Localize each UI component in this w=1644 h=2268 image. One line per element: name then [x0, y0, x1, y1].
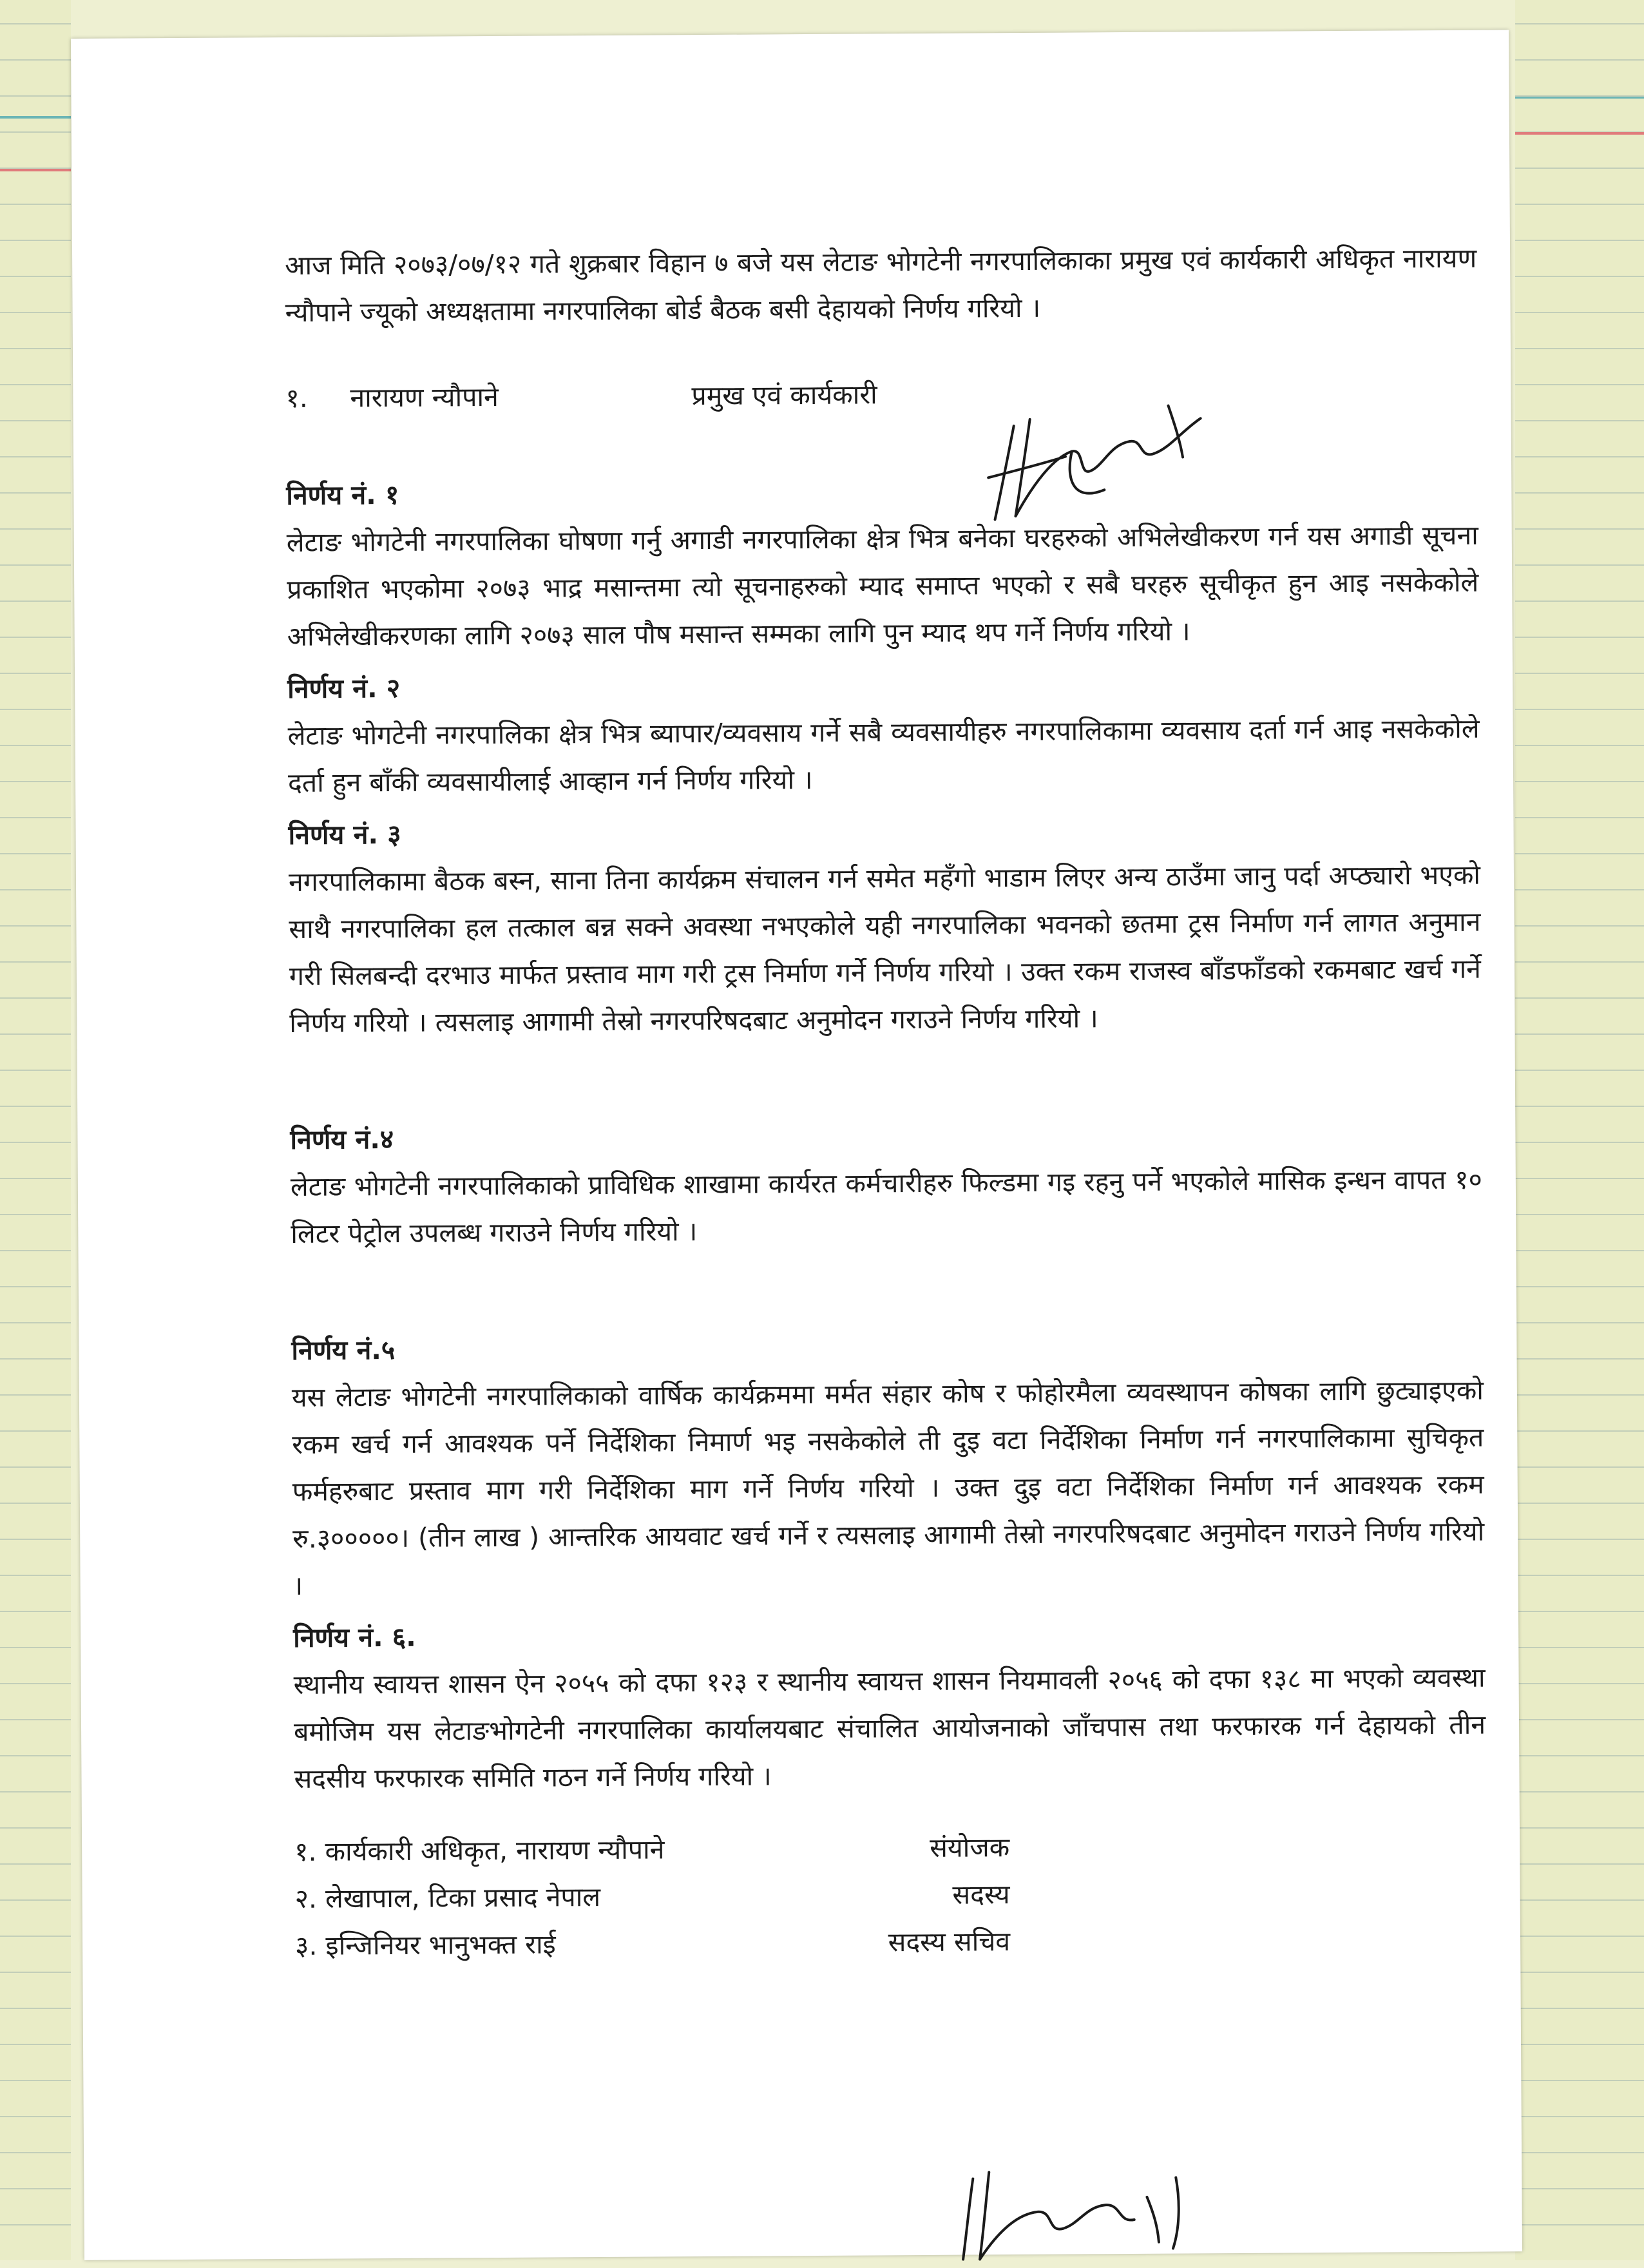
decision-2-heading: निर्णय नं. २: [287, 672, 401, 704]
ledger-paper-right: [1515, 0, 1644, 2260]
minutes-content: [285, 235, 1487, 1970]
ledger-margin-line: [0, 169, 71, 171]
attendee-name: नारायण न्यौपाने: [350, 381, 499, 414]
decision-6-body: स्थानीय स्वायत्त शासन ऐन २०५५ को दफा १२३ र स्थानीय स्वायत्त शासन नियमावली २०५६ को दफा १३८ मा भएको व्यवस्था बमोजिम यस लेटाङभोगटेनी नगरपालिका कार्यालयबाट संचालित आयोजनाको जाँचपास तथा फरफारक गर्न देहायको तीन सदसीय फरफारक समिति गठन गर्ने निर्णय गरियो ।: [293, 1662, 1486, 1794]
attendee-number: १.: [285, 382, 308, 414]
committee-member-name: २. लेखापाल, टिका प्रसाद नेपाल: [294, 1881, 601, 1914]
ledger-paper-left: [0, 0, 71, 2260]
decision-3-heading: निर्णय नं. ३: [288, 818, 401, 850]
signature-top: [975, 380, 1246, 536]
decision-4-body: लेटाङ भोगटेनी नगरपालिकाको प्राविधिक शाखामा कार्यरत कर्मचारीहरु फिल्डमा गइ रहनु पर्ने भएकोले मासिक इन्धन वापत १० लिटर पेट्रोल उपलब्ध गराउने निर्णय गरियो ।: [290, 1164, 1483, 1249]
decision-3-body: नगरपालिकामा बैठक बस्न, साना तिना कार्यक्रम संचालन गर्न समेत महँगो भाडाम लिएर अन्य ठाउँमा जानु पर्दा अप्ठ्यारो भएको साथै नगरपालिका हल तत्काल बन्न सक्ने अवस्था नभएकोले यही नगरपालिका भवनको छतमा ट्रस निर्माण गर्न लागत अनुमान गरी सिलबन्दी दरभाउ मार्फत प्रस्ताव माग गरी ट्रस निर्माण गर्ने निर्णय गरियो । उक्त रकम राजस्व बाँडफाँडको रकमबाट खर्च गर्ने निर्णय गरियो । त्यसलाइ आगामी तेस्रो नगरपरिषदबाट अनुमोदन गराउने निर्णय गरियो ।: [288, 859, 1482, 1039]
attendee-row: [285, 368, 1477, 422]
decision-6-heading: निर्णय नं. ६.: [293, 1621, 416, 1653]
committee-member: [294, 1821, 1486, 1876]
committee-member-role: सदस्य: [952, 1879, 1010, 1910]
intro-paragraph: आज मिति २०७३/०७/१२ गते शुक्रबार विहान ७ बजे यस लेटाङ भोगटेनी नगरपालिकाका प्रमुख एवं कार्यकारी अधिकृत नारायण न्यौपाने ज्यूको अध्यक्षतामा नगरपालिका बोर्ड बैठक बसी देहायको निर्णय गरियो ।: [285, 242, 1477, 328]
attendee-role: प्रमुख एवं कार्यकारी: [691, 379, 877, 412]
committee-member-name: १. कार्यकारी अधिकृत, नारायण न्यौपाने: [294, 1834, 665, 1867]
ledger-margin-line: [1515, 132, 1644, 135]
committee-member: [295, 1916, 1487, 1970]
ledger-line: [0, 116, 71, 119]
decision-1-heading: निर्णय नं. १: [286, 479, 399, 511]
decision-1-body: लेटाङ भोगटेनी नगरपालिका घोषणा गर्नु अगाडी नगरपालिका क्षेत्र भित्र बनेका घरहरुको अभिलेखीकरण गर्न यस अगाडी सूचना प्रकाशित भएकोमा २०७३ भाद्र मसान्तमा त्यो सूचनाहरुको म्याद समाप्त भएको र सबै घरहरु सूचीकृत हुन आइ नसकेकोले अभिलेखीकरणका लागि २०७३ साल पौष मसान्त सम्मका लागि पुन म्याद थप गर्ने निर्णय गरियो ।: [286, 519, 1479, 652]
committee-member-name: ३. इन्जिनियर भानुभक्त राई: [294, 1928, 556, 1961]
document-sheet: [71, 30, 1522, 2260]
decision-4-heading: निर्णय नं.४: [290, 1123, 394, 1155]
ledger-line: [1515, 97, 1644, 99]
signature-bottom: [941, 2151, 1212, 2263]
decision-5-heading: निर्णय नं.५: [291, 1334, 396, 1366]
committee-list: [294, 1821, 1487, 1970]
committee-member-role: सदस्य सचिव: [888, 1926, 1011, 1958]
committee-member: [294, 1869, 1486, 1923]
committee-member-role: संयोजक: [929, 1832, 1010, 1863]
decision-5-body: यस लेटाङ भोगटेनी नगरपालिकाको वार्षिक कार्यक्रममा मर्मत संहार कोष र फोहोरमैला व्यवस्थापन कोषका लागि छुट्याइएको रकम खर्च गर्न आवश्यक पर्ने निर्देशिका निमार्ण भइ नसकेकोले ती दुइ वटा निर्देशिका निर्माण गर्न नगरपालिकामा सुचिकृत फर्महरुबाट प्रस्ताव माग गरी निर्देशिका माग गर्ने निर्णय गरियो । उक्त दुइ वटा निर्देशिका निर्माण गर्न आवश्यक रकम रु.३०००००। (तीन लाख ) आन्तरिक आयवाट खर्च गर्ने र त्यसलाइ आगामी तेस्रो नगरपरिषदबाट अनुमोदन गराउने निर्णय गरियो ।: [291, 1374, 1485, 1601]
decision-2-body: लेटाङ भोगटेनी नगरपालिका क्षेत्र भित्र ब्यापार/व्यवसाय गर्ने सबै व्यवसायीहरु नगरपालिकामा व्यवसाय दर्ता गर्न आइ नसकेकोले दर्ता हुन बाँकी व्यवसायीलाई आव्हान गर्न निर्णय गरियो ।: [287, 713, 1480, 798]
